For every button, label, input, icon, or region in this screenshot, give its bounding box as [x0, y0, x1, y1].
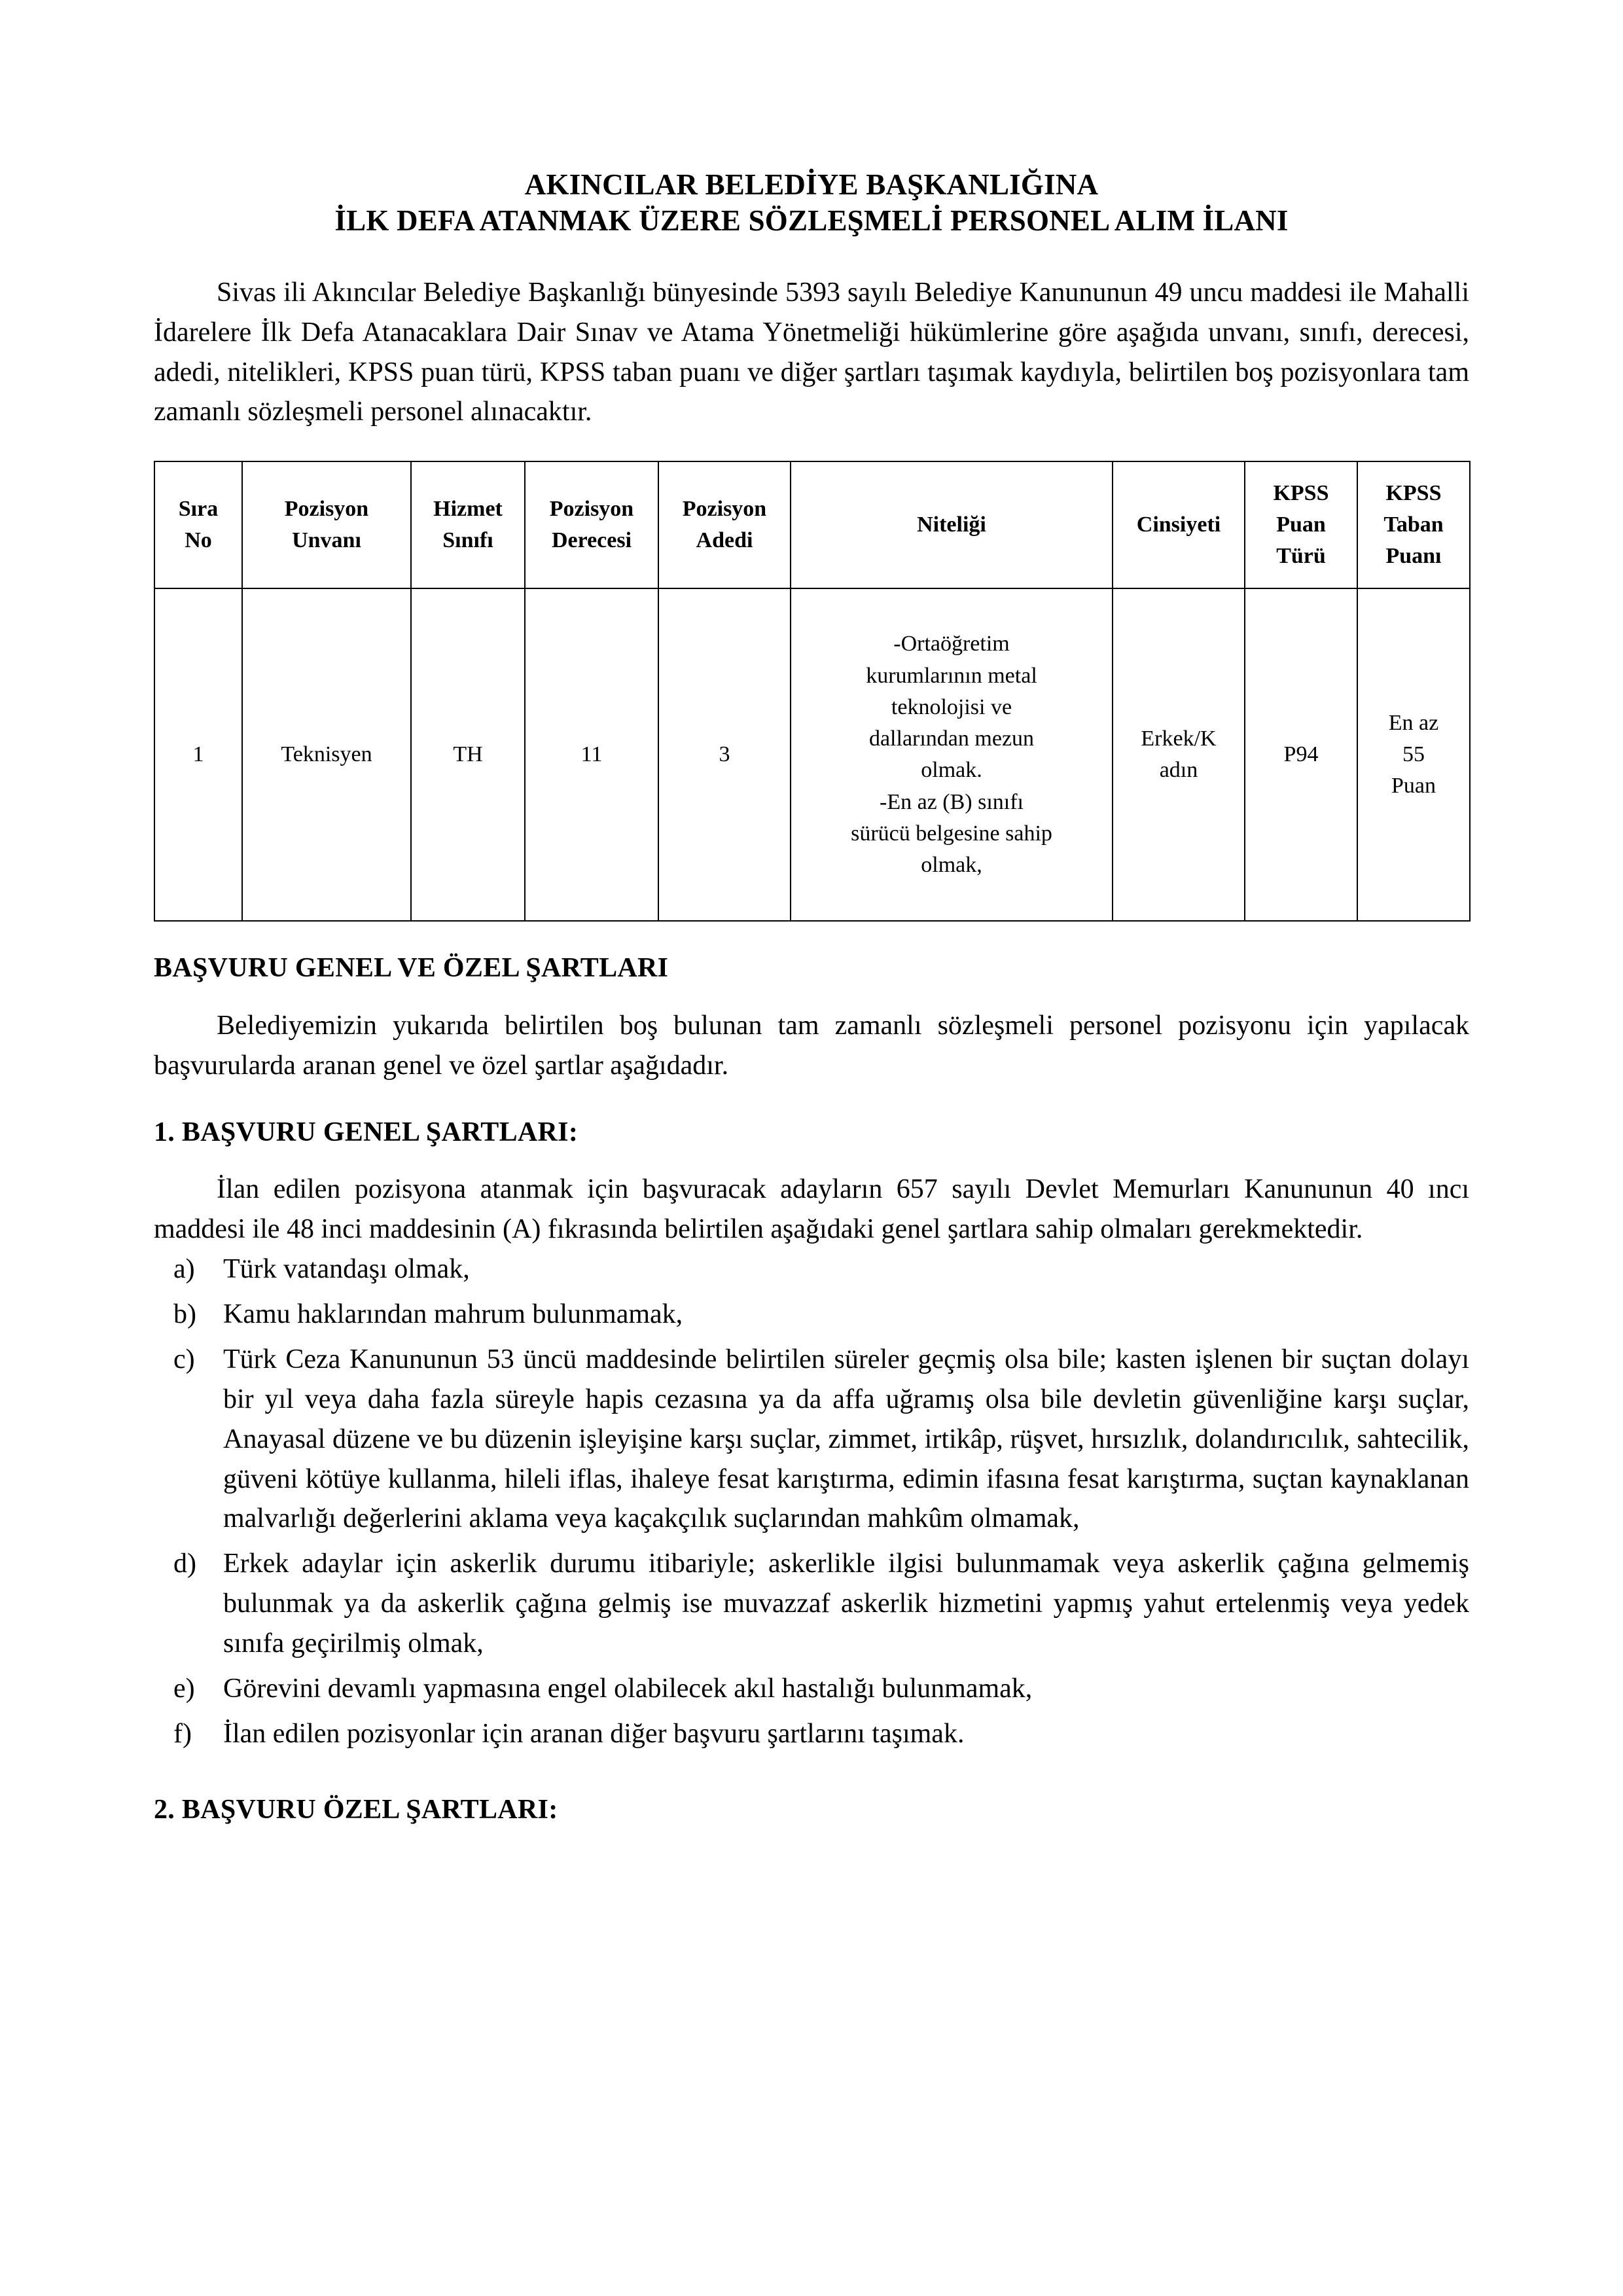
positions-table-body [154, 588, 1470, 921]
general-conditions-list [154, 1249, 1469, 1754]
col-header-kpss-taban-puani-line-3: Puanı [1385, 544, 1442, 569]
col-header-pozisyon-derecesi-line-1: Pozisyon [549, 497, 634, 522]
list-item-marker: d) [173, 1549, 196, 1579]
col-header-sira-no-line-1: Sıra [178, 497, 219, 522]
col-header-hizmet-sinifi-line-2: Sınıfı [442, 528, 493, 553]
niteligi-line: olmak. [921, 758, 982, 783]
col-header-pozisyon-adedi [658, 461, 791, 588]
spacer-4 [154, 1754, 1469, 1792]
cell-kpss-puan-turu: P94 [1245, 588, 1357, 921]
niteligi-line: olmak, [921, 853, 982, 878]
paragraph-basvuru-genel-ve-ozel-sartlari: Belediyemizin yukarıda belirtilen boş bulunan tam zamanlı sözleşmeli personel pozisyonu için yapılacak başvurularda aranan genel ve özel şartlar aşağıdadır. [154, 1010, 1469, 1081]
col-header-sira-no-line-2: No [185, 528, 212, 553]
spacer-3 [154, 1150, 1469, 1170]
list-item [154, 1544, 1469, 1664]
col-header-pozisyon-adedi-line-2: Adedi [696, 528, 753, 553]
col-header-kpss-taban-puani [1357, 461, 1470, 588]
cell-pozisyon-derecesi: 11 [525, 588, 658, 921]
list-item [154, 1669, 1469, 1709]
list-item-marker: b) [173, 1299, 196, 1329]
list-item-text: Kamu haklarından mahrum bulunmamak, [223, 1299, 683, 1329]
cinsiyeti-line-2: adın [1159, 758, 1198, 783]
cell-pozisyon-unvani: Teknisyen [242, 588, 411, 921]
kpss-taban-puani-line-2: 55 [1402, 742, 1425, 767]
heading-1-basvuru-genel-sartlari: 1. BAŞVURU GENEL ŞARTLARI: [154, 1117, 579, 1147]
list-item [154, 1714, 1469, 1754]
page-title-line-2: İLK DEFA ATANMAK ÜZERE SÖZLEŞMELİ PERSONEL ALIM İLANI [334, 204, 1289, 237]
col-header-kpss-taban-puani-line-1: KPSS [1385, 480, 1442, 505]
col-header-pozisyon-unvani [242, 461, 411, 588]
page-title [154, 167, 1469, 239]
heading-basvuru-genel-ve-ozel-sartlari: BAŞVURU GENEL VE ÖZEL ŞARTLARI [154, 953, 669, 984]
spacer-before-table [154, 432, 1469, 461]
col-header-cinsiyeti: Cinsiyeti [1113, 461, 1245, 588]
cinsiyeti-line-1: Erkek/K [1141, 726, 1217, 751]
positions-table-header [154, 461, 1470, 588]
list-item [154, 1249, 1469, 1289]
col-header-pozisyon-adedi-line-1: Pozisyon [682, 497, 767, 522]
spacer-after-table [154, 922, 1469, 950]
niteligi-line: -En az (B) sınıfı [880, 789, 1024, 814]
col-header-kpss-taban-puani-line-2: Taban [1383, 512, 1444, 537]
cell-hizmet-sinifi: TH [411, 588, 525, 921]
list-item-marker: f) [173, 1718, 192, 1749]
col-header-hizmet-sinifi-line-1: Hizmet [433, 497, 503, 522]
heading-2-basvuru-ozel-sartlari: 2. BAŞVURU ÖZEL ŞARTLARI: [154, 1794, 558, 1825]
col-header-hizmet-sinifi [411, 461, 525, 588]
list-item-marker: a) [173, 1254, 195, 1285]
list-item-text: Erkek adaylar için askerlik durumu itibariyle; askerlikle ilgisi bulunmamak veya askerlik çağına gelmemiş bulunmak ya da askerlik çağına gelmiş ise muvazzaf askerlik hizmetini yapmış yahut ertelenmiş veya yedek sınıfa geçirilmiş olmak, [223, 1549, 1469, 1659]
kpss-taban-puani-line-1: En az [1388, 710, 1439, 735]
positions-table [154, 461, 1471, 922]
cell-niteligi [791, 588, 1113, 921]
list-item-marker: e) [173, 1674, 195, 1704]
col-header-pozisyon-derecesi-line-2: Derecesi [551, 528, 632, 553]
niteligi-line: dallarından mezun [868, 726, 1035, 751]
list-item-marker: c) [173, 1344, 195, 1374]
table-row [154, 588, 1470, 921]
intro-paragraph: Sivas ili Akıncılar Belediye Başkanlığı bünyesinde 5393 sayılı Belediye Kanununun 49 uncu maddesi ile Mahalli İdarelere İlk Defa Atanacaklara Dair Sınav ve Atama Yönetmeliği hükümlerine göre aşağıda unvanı, sınıfı, derecesi, adedi, nitelikleri, KPSS puan türü, KPSS taban puanı ve diğer şartları taşımak kaydıyla, belirtilen boş pozisyonlara tam zamanlı sözleşmeli personel alınacaktır. [154, 277, 1469, 427]
col-header-kpss-puan-turu-line-3: Türü [1276, 544, 1326, 569]
col-header-niteligi: Niteliği [791, 461, 1113, 588]
spacer-1 [154, 986, 1469, 1006]
col-header-pozisyon-unvani-line-2: Unvanı [292, 528, 361, 553]
col-header-pozisyon-unvani-line-1: Pozisyon [284, 497, 369, 522]
niteligi-line: sürücü belgesine sahip [851, 821, 1052, 846]
page-title-line-1: AKINCILAR BELEDİYE BAŞKANLIĞINA [524, 168, 1099, 201]
cell-pozisyon-adedi: 3 [658, 588, 791, 921]
cell-kpss-taban-puani [1357, 588, 1470, 921]
col-header-pozisyon-derecesi [525, 461, 658, 588]
list-item-text: Görevini devamlı yapmasına engel olabilecek akıl hastalığı bulunmamak, [223, 1674, 1033, 1704]
list-item-text: Türk Ceza Kanununun 53 üncü maddesinde belirtilen süreler geçmiş olsa bile; kasten işlenen bir suçtan dolayı bir yıl veya daha fazla süreyle hapis cezasına ya da affa uğramış olsa bile devletin güvenliğine karşı suçlar, Anayasal düzene ve bu düzenin işleyişine karşı suçlar, zimmet, irtikâp, rüşvet, hırsızlık, dolandırıcılık, sahtecilik, güveni kötüye kullanma, hileli iflas, ihaleye fesat karıştırma, edimin ifasına fesat karıştırma, suçtan kaynaklanan malvarlığı değerlerini aklama veya kaçakçılık suçlarından mahkûm olmamak, [223, 1344, 1469, 1534]
table-header-row [154, 461, 1470, 588]
spacer-after-title [154, 239, 1469, 273]
col-header-kpss-puan-turu [1245, 461, 1357, 588]
spacer-2 [154, 1086, 1469, 1115]
paragraph-basvuru-genel-sartlari: İlan edilen pozisyona atanmak için başvuracak adayların 657 sayılı Devlet Memurları Kanununun 40 ıncı maddesi ile 48 inci maddesinin (A) fıkrasında belirtilen aşağıdaki genel şartlara sahip olmaları gerekmektedir. [154, 1174, 1469, 1245]
niteligi-line: -Ortaöğretim [893, 632, 1010, 656]
cell-sira-no: 1 [154, 588, 242, 921]
list-item-text: İlan edilen pozisyonlar için aranan diğer başvuru şartlarını taşımak. [223, 1718, 965, 1749]
cell-cinsiyeti [1113, 588, 1245, 921]
list-item-text: Türk vatandaşı olmak, [223, 1254, 470, 1285]
col-header-kpss-puan-turu-line-1: KPSS [1273, 480, 1329, 505]
list-item [154, 1340, 1469, 1539]
list-item [154, 1295, 1469, 1335]
niteligi-line: kurumlarının metal [866, 663, 1037, 688]
niteligi-line: teknolojisi ve [891, 694, 1012, 719]
col-header-sira-no [154, 461, 242, 588]
col-header-kpss-puan-turu-line-2: Puan [1276, 512, 1326, 537]
kpss-taban-puani-line-3: Puan [1391, 774, 1436, 798]
